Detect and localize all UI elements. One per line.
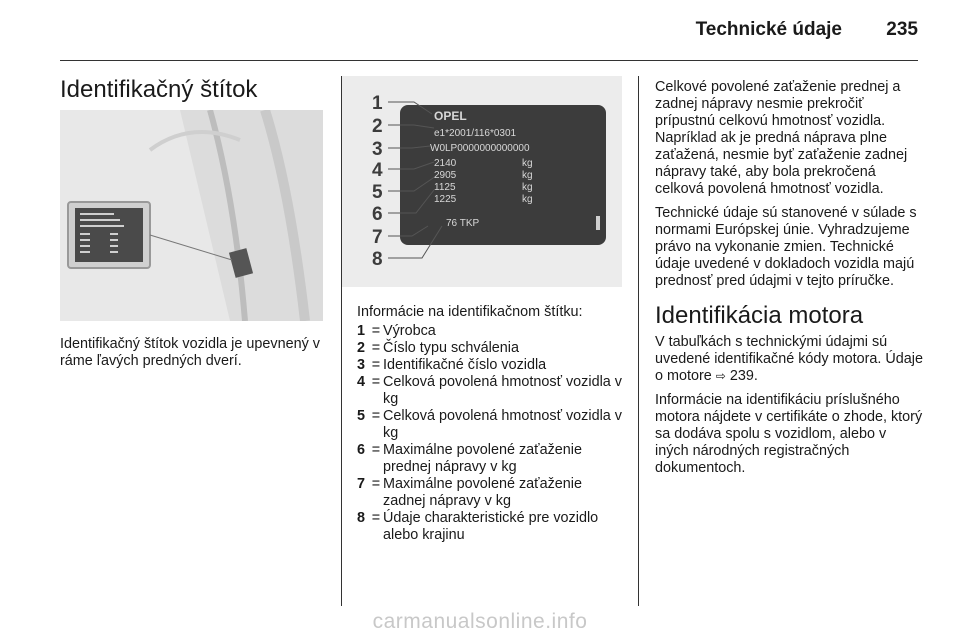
callout-3: 3 bbox=[372, 139, 383, 160]
legend-number: 1 bbox=[357, 323, 366, 339]
legend-item bbox=[357, 340, 627, 357]
plate-gross-weight: 2140 bbox=[434, 158, 457, 169]
legend-item bbox=[357, 357, 627, 374]
page-number: 235 bbox=[886, 19, 918, 40]
callout-6: 6 bbox=[372, 204, 383, 225]
id-plate-illustration bbox=[342, 76, 622, 287]
legend-equals: = bbox=[371, 323, 381, 339]
legend-equals: = bbox=[371, 442, 381, 458]
plate-rear-axle: 1225 bbox=[434, 194, 457, 205]
plate-front-axle: 1125 bbox=[434, 182, 456, 193]
legend-intro: Informácie na identifikačnom štítku: bbox=[357, 304, 583, 320]
plate-bottom-line: 76 TKP bbox=[446, 218, 480, 229]
legend-text: Celková povolená hmotnosť vozidla v kg bbox=[383, 408, 622, 441]
legend-text: Číslo typu schválenia bbox=[383, 340, 519, 356]
legend-item bbox=[357, 374, 627, 408]
left-caption-block bbox=[60, 336, 325, 377]
legend-number: 4 bbox=[357, 374, 366, 390]
legend-item bbox=[357, 323, 627, 340]
legend-number: 7 bbox=[357, 476, 366, 492]
plate-unit-1: kg bbox=[522, 158, 533, 169]
engine-page-reference[interactable]: 239. bbox=[725, 368, 758, 384]
plate-vin: W0LP0000000000000 bbox=[430, 143, 530, 154]
engine-id-heading: Identifikácia motora bbox=[655, 302, 864, 329]
callout-4: 4 bbox=[372, 160, 383, 181]
engine-certificate-paragraph: Informácie na identifikáciu príslušného motora nájdete v certifikáte o zhode, ktorý sa dodáva spolu s vozidlom, alebo v iných národných registračných dokumentoch. bbox=[655, 392, 923, 476]
section-heading: Identifikačný štítok bbox=[60, 76, 258, 103]
legend-text: Celková povolená hmotnosť vozidla v kg bbox=[383, 374, 622, 407]
legend-equals: = bbox=[371, 357, 381, 373]
legend-number: 3 bbox=[357, 357, 366, 373]
watermark: carmanualsonline.info bbox=[372, 610, 588, 633]
legend-number: 8 bbox=[357, 510, 366, 526]
legend-equals: = bbox=[371, 408, 381, 424]
legend-item bbox=[357, 510, 627, 544]
plate-unit-2: kg bbox=[522, 170, 533, 181]
legend-text: Výrobca bbox=[383, 323, 436, 339]
left-column bbox=[60, 76, 325, 104]
column-divider-right bbox=[638, 76, 639, 606]
plate-type-approval: e1*2001/116*0301 bbox=[434, 128, 517, 139]
legend-number: 2 bbox=[357, 340, 366, 356]
legend-text: Maximálne povolené zaťaženie prednej nápravy v kg bbox=[383, 442, 582, 475]
engine-codes-paragraph bbox=[655, 334, 923, 385]
middle-column bbox=[357, 304, 627, 544]
eu-standards-paragraph: Technické údaje sú stanovené v súlade s normami Európskej únie. Vyhradzujeme právo na vykonanie zmien. Technické údaje uvedené v dokladoch vozidla majú prednosť pred údajmi v tejto príručke. bbox=[655, 205, 917, 289]
door-frame-photo bbox=[60, 110, 323, 321]
page-reference-arrow-icon: ⇨ bbox=[715, 369, 726, 383]
legend-item bbox=[357, 442, 627, 476]
legend-number: 5 bbox=[357, 408, 366, 424]
label-location-caption: Identifikačný štítok vozidla je upevnený v ráme ľavých predných dverí. bbox=[60, 336, 320, 369]
id-plate-figure bbox=[342, 76, 622, 287]
legend-equals: = bbox=[371, 340, 381, 356]
legend-number: 6 bbox=[357, 442, 366, 458]
callout-1: 1 bbox=[372, 93, 383, 114]
plate-unit-4: kg bbox=[522, 194, 533, 205]
legend-item bbox=[357, 476, 627, 510]
legend-equals: = bbox=[371, 476, 381, 492]
door-frame-illustration bbox=[60, 110, 323, 321]
running-header-title: Technické údaje bbox=[695, 19, 842, 40]
legend-equals: = bbox=[371, 510, 381, 526]
legend-text: Maximálne povolené zaťaženie zadnej nápravy v kg bbox=[383, 476, 582, 509]
right-column bbox=[655, 79, 923, 484]
header-rule bbox=[60, 60, 918, 61]
axle-load-paragraph: Celkové povolené zaťaženie prednej a zadnej nápravy nesmie prekročiť prípustnú celkovú hmotnosť vozidla. Napríklad ak je predná náprava plne zaťažená, nesmie byť zaťaženie zadnej nápravy také, aby bola prekročená celková povolená hmotnosť vozidla. bbox=[655, 79, 908, 197]
legend-text: Údaje charakteristické pre vozidlo alebo krajinu bbox=[383, 510, 599, 543]
plate-gross-train-weight: 2905 bbox=[434, 170, 457, 181]
engine-codes-text: V tabuľkách s technickými údajmi sú uvedené identifikačné kódy motora. Údaje o motore bbox=[655, 334, 923, 384]
callout-7: 7 bbox=[372, 227, 383, 248]
plate-manufacturer: OPEL bbox=[434, 109, 467, 123]
legend-equals: = bbox=[371, 374, 381, 390]
callout-2: 2 bbox=[372, 116, 383, 137]
callout-5: 5 bbox=[372, 182, 383, 203]
plate-unit-3: kg bbox=[522, 182, 533, 193]
callout-8: 8 bbox=[372, 249, 383, 270]
legend-item bbox=[357, 408, 627, 442]
legend-text: Identifikačné číslo vozidla bbox=[383, 357, 547, 373]
